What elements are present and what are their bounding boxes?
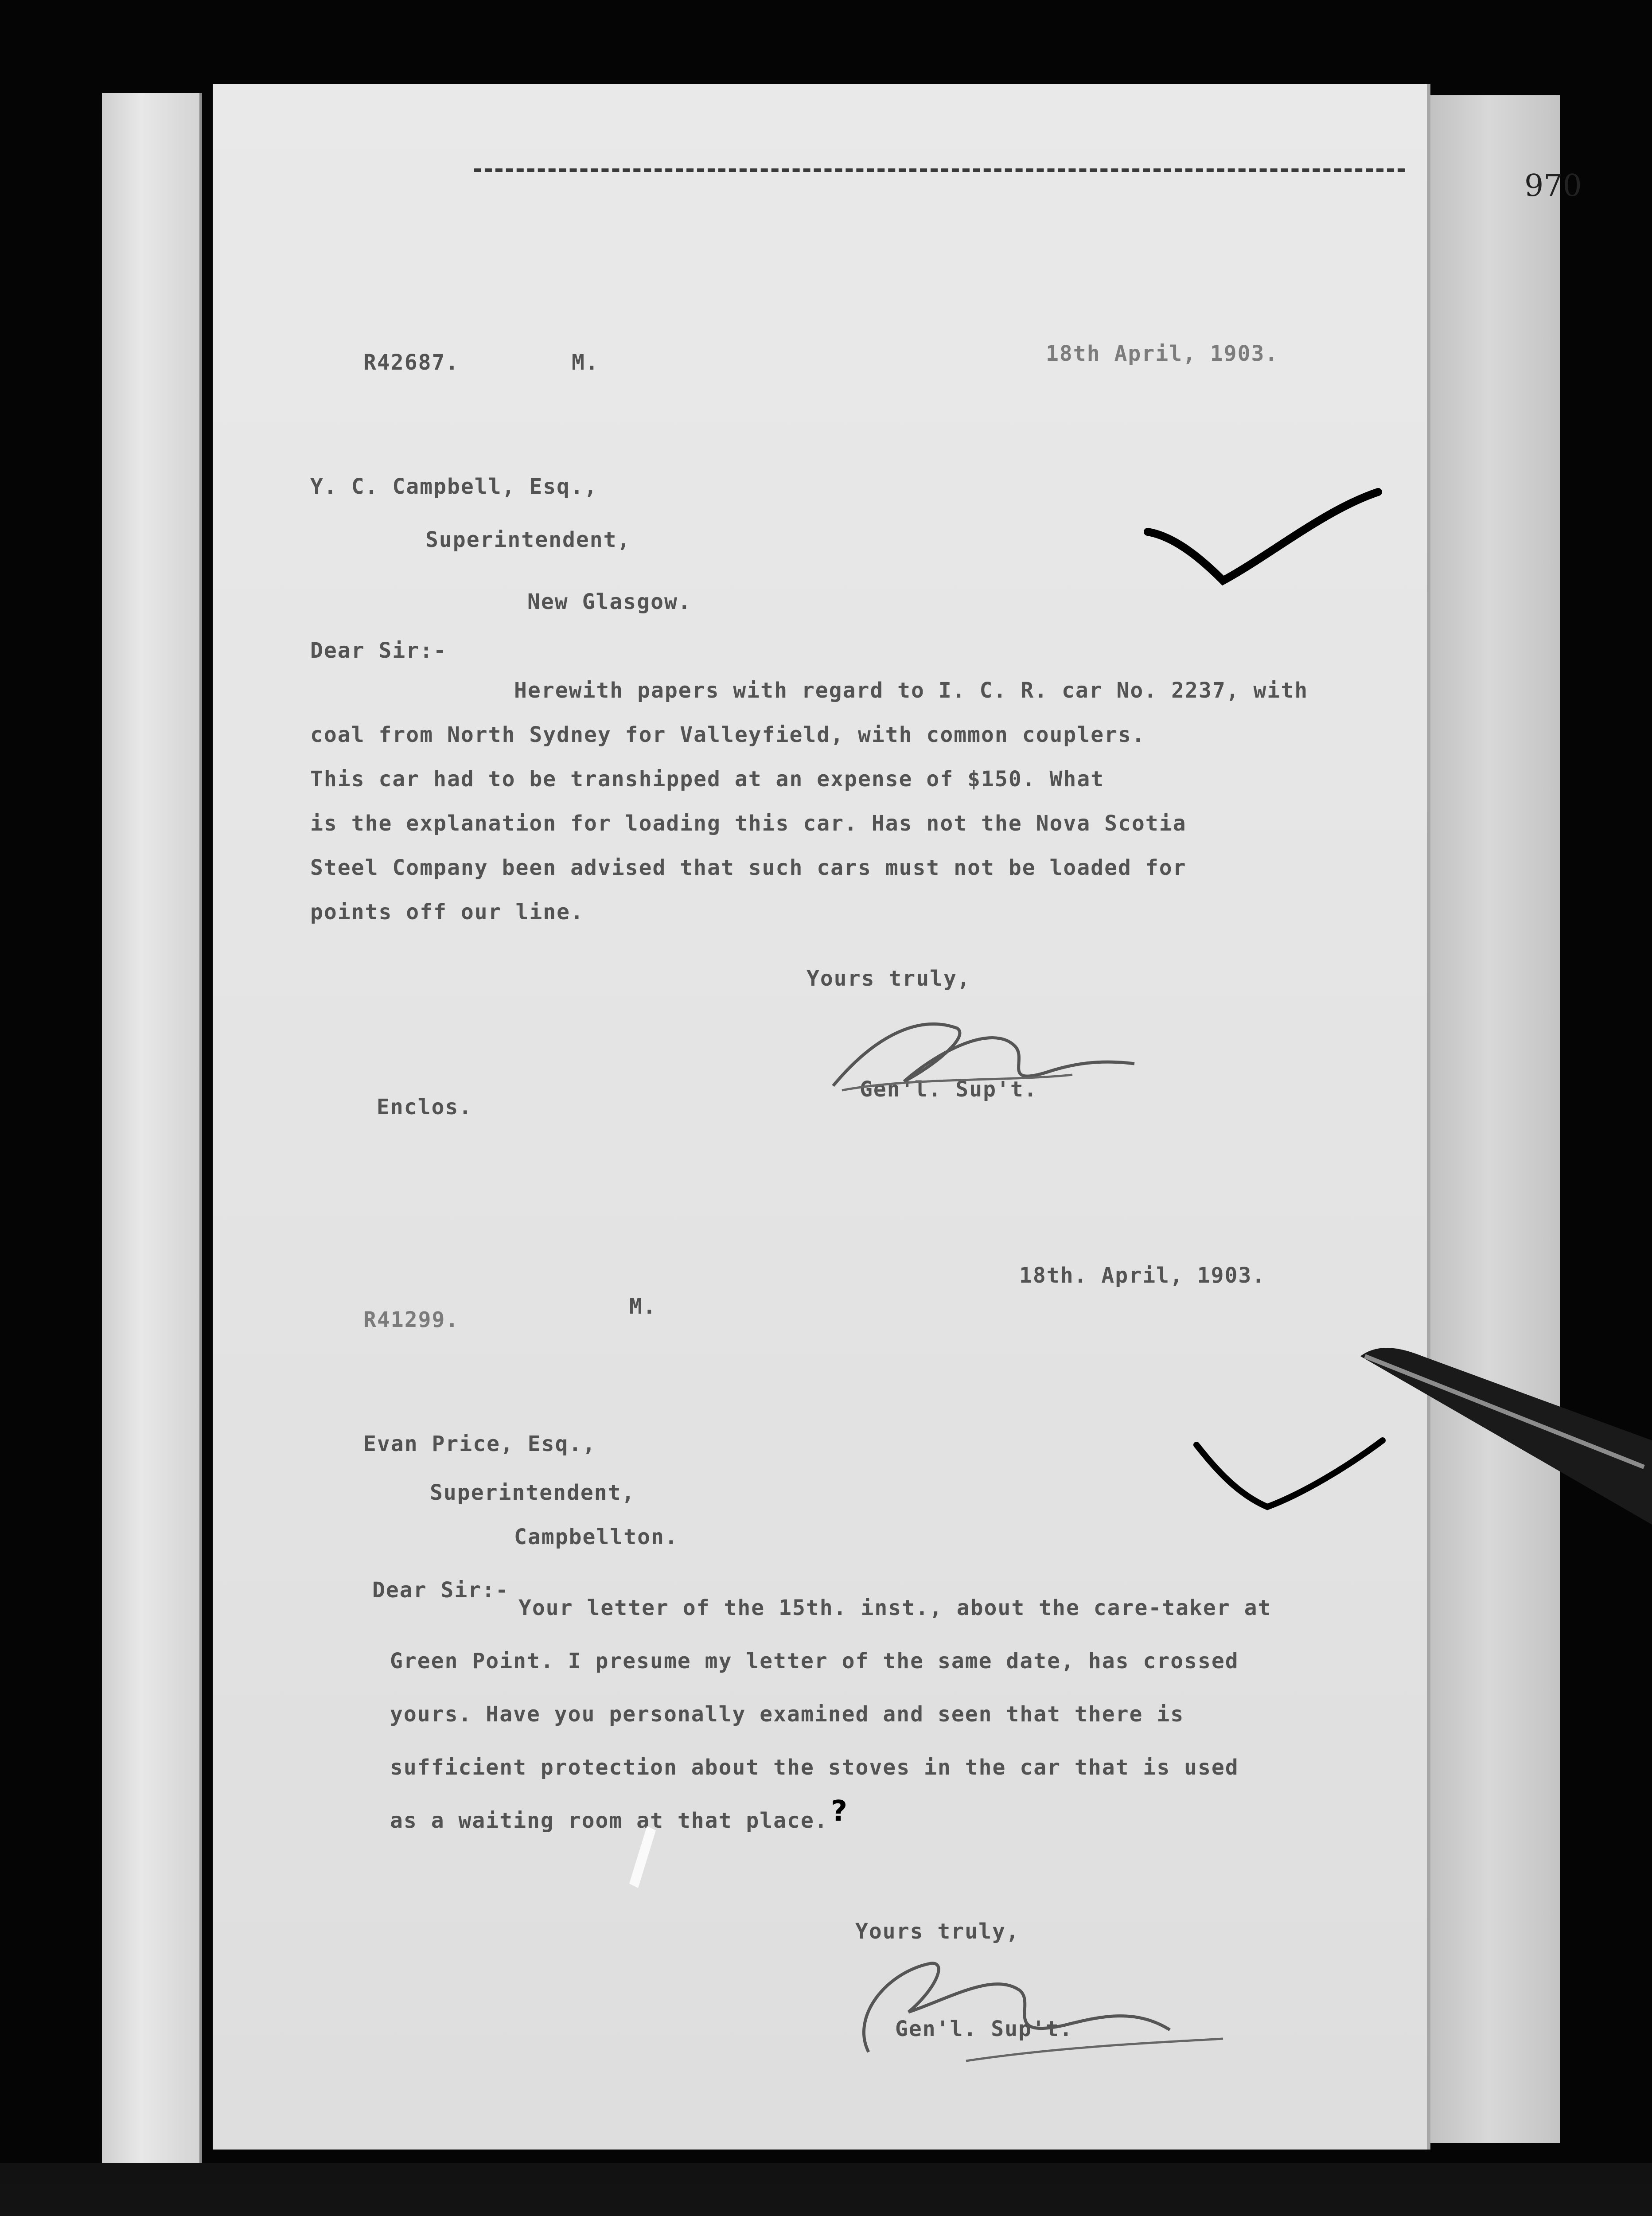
top-rule bbox=[474, 168, 1405, 172]
microfilm-lower-area bbox=[0, 2163, 1652, 2216]
letter-1-enclosure: Enclos. bbox=[377, 1095, 473, 1120]
letter-2-closing: Yours truly, bbox=[855, 1919, 1020, 1944]
letter-1-body-line: Herewith papers with regard to I. C. R. car No. 2237, with bbox=[514, 678, 1309, 703]
letter-1-initial: M. bbox=[572, 350, 599, 375]
letter-1-ref: R42687. bbox=[363, 350, 460, 375]
letter-1-closing: Yours truly, bbox=[807, 966, 971, 991]
letter-1-body-line: This car had to be transhipped at an expense of $150. What bbox=[310, 767, 1105, 792]
letter-1-body-line: Steel Company been advised that such cars must not be loaded for bbox=[310, 855, 1187, 880]
letter-1-body-line: is the explanation for loading this car. Has not the Nova Scotia bbox=[310, 811, 1187, 836]
letter-1-checkmark bbox=[1139, 483, 1387, 598]
letter-1-signoff: Gen'l. Sup't. bbox=[860, 1077, 1038, 1102]
letter-2-initial: M. bbox=[629, 1294, 657, 1319]
letter-1-addressee: Y. C. Campbell, Esq., bbox=[310, 474, 598, 499]
pen-pointer bbox=[1360, 1338, 1652, 1587]
letter-2-body-line: as a waiting room at that place. bbox=[390, 1808, 828, 1833]
letter-1-date: 18th April, 1903. bbox=[1046, 341, 1279, 366]
letter-2-signature bbox=[833, 1937, 1232, 2070]
letter-2-date: 18th. April, 1903. bbox=[1019, 1263, 1266, 1288]
letter-1-place: New Glasgow. bbox=[527, 589, 692, 614]
letter-2-body-line: sufficient protection about the stoves in the car that is used bbox=[390, 1755, 1239, 1780]
letter-1-body-line: coal from North Sydney for Valleyfield, with common couplers. bbox=[310, 722, 1145, 747]
letter-2-place: Campbellton. bbox=[514, 1525, 678, 1549]
left-binding-strip bbox=[102, 93, 202, 2163]
letter-2-title: Superintendent, bbox=[430, 1480, 635, 1505]
letter-2-body-line: Green Point. I presume my letter of the same date, has crossed bbox=[390, 1649, 1239, 1674]
letter-2-ref: R41299. bbox=[363, 1307, 460, 1332]
letter-1-title: Superintendent, bbox=[425, 527, 631, 552]
letter-1-signature bbox=[824, 997, 1143, 1104]
letter-2-addressee: Evan Price, Esq., bbox=[363, 1432, 596, 1456]
letter-2-signoff: Gen'l. Sup't. bbox=[895, 2017, 1073, 2041]
letter-1-salutation: Dear Sir:- bbox=[310, 638, 447, 663]
white-smudge bbox=[625, 1822, 660, 1892]
handwritten-question-mark: ? bbox=[831, 1795, 848, 1828]
letter-1-body-line: points off our line. bbox=[310, 900, 584, 925]
letter-2-salutation: Dear Sir:- bbox=[372, 1578, 509, 1603]
letter-2-body-line: Your letter of the 15th. inst., about the care-taker at bbox=[518, 1596, 1272, 1620]
letterbook-page bbox=[213, 84, 1582, 2150]
right-page-edge bbox=[1418, 95, 1560, 2143]
folio-number: 970 bbox=[1524, 168, 1582, 203]
letter-2-body-line: yours. Have you personally examined and seen that there is bbox=[390, 1702, 1184, 1727]
